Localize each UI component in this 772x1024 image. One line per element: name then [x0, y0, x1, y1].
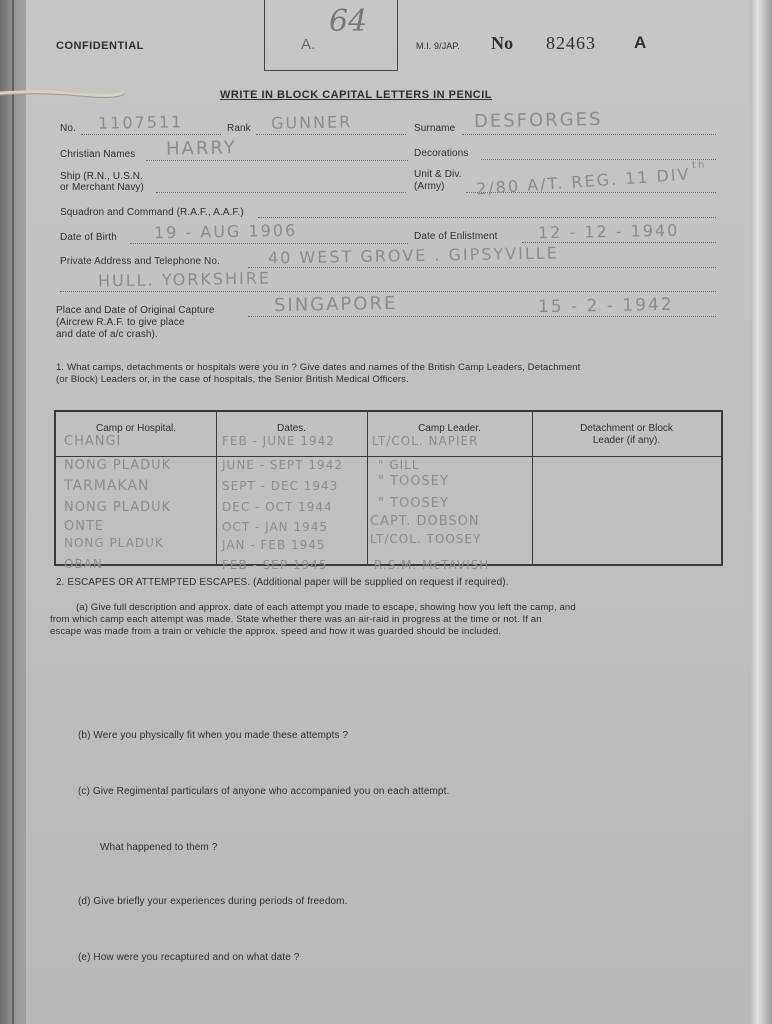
form-page — [26, 0, 752, 1024]
no-rule — [81, 134, 221, 135]
question-2d: (d) Give briefly your experiences during periods of freedom. — [78, 896, 348, 907]
no-value: 1107511 — [97, 112, 184, 133]
unit-superscript: th — [691, 159, 707, 172]
surname-value: DESFORGES — [473, 108, 603, 133]
question-1-line-1: 1. What camps, detachments or hospitals were you in ? Give dates and names of the British Camp Leaders, Detachment — [56, 362, 581, 373]
ship-label-2: or Merchant Navy) — [60, 182, 144, 193]
rank-label: Rank — [227, 123, 251, 134]
christian-names-rule — [146, 160, 408, 161]
binding-string — [0, 88, 125, 98]
address-rule-1 — [248, 267, 716, 268]
row-6-leader: LT/COL. TOOSEY — [370, 532, 482, 546]
table-divider-1 — [216, 412, 217, 564]
row-1-camp: CHANGI — [64, 434, 122, 449]
decorations-label: Decorations — [414, 148, 469, 159]
row-2-leader: " GILL — [378, 458, 420, 472]
row-2-dates: JUNE - SEPT 1942 — [222, 458, 343, 472]
header-detachment-line-2: Leader (if any). — [592, 435, 661, 446]
row-3-dates: SEPT - DEC 1943 — [222, 479, 339, 493]
question-2e: (e) How were you recaptured and on what date ? — [78, 952, 300, 963]
capture-label-1: Place and Date of Original Capture — [56, 305, 215, 316]
rank-value: GUNNER — [270, 112, 353, 133]
ship-label-1: Ship (R.N., U.S.N. — [60, 171, 143, 182]
capture-label-3: and date of a/c crash). — [56, 329, 158, 340]
question-2c: (c) Give Regimental particulars of anyone who accompanied you on each attempt. — [78, 786, 450, 797]
row-5-leader: CAPT. DOBSON — [370, 514, 480, 529]
squadron-label: Squadron and Command (R.A.F., A.A.F.) — [60, 207, 244, 218]
capture-label-2: (Aircrew R.A.F. to give place — [56, 317, 185, 328]
surname-rule — [462, 134, 716, 135]
confidential-label: CONFIDENTIAL — [56, 40, 144, 52]
camps-table — [54, 410, 723, 572]
row-5-dates: OCT - JAN 1945 — [222, 520, 328, 534]
row-1-dates: FEB - JUNE 1942 — [222, 434, 335, 448]
stamp-box-letter: A. — [301, 36, 316, 53]
address-label: Private Address and Telephone No. — [60, 256, 220, 267]
squadron-rule — [258, 217, 716, 218]
row-7-camp: OBAN — [64, 557, 103, 571]
binding-spine — [12, 0, 14, 1024]
row-5-camp: ONTE — [64, 519, 105, 534]
header-camp-leader: Camp Leader. — [418, 423, 481, 434]
page-edge — [750, 0, 772, 1024]
serial-suffix: A — [634, 33, 647, 52]
decorations-rule — [481, 159, 716, 160]
question-2c-followup: What happened to them ? — [100, 842, 218, 853]
capture-date: 15 - 2 - 1942 — [537, 294, 674, 318]
row-7-dates: FEB - SEP 1945 — [222, 558, 328, 572]
serial-number: 82463 — [546, 33, 596, 53]
header-camp: Camp or Hospital. — [95, 423, 177, 434]
stamp-box — [264, 0, 398, 71]
enlistment-value: 12 - 12 - 1940 — [537, 220, 680, 243]
christian-names-value: HARRY — [165, 137, 237, 160]
table-header-rule — [56, 456, 721, 457]
surname-label: Surname — [414, 123, 456, 134]
question-2a-line-1: (a) Give full description and approx. date of each attempt you made to escape, showing how you left the camp, and — [76, 602, 576, 613]
number-symbol: No — [491, 33, 514, 53]
row-6-dates: JAN - FEB 1945 — [222, 538, 326, 552]
rank-rule — [256, 134, 406, 135]
row-7-leader: R.S.M. McTAVISH — [374, 558, 490, 572]
address-value-2: HULL. YORKSHIRE — [97, 268, 272, 291]
question-1-line-2: (or Block) Leaders or, in the case of hospitals, the Senior British Medical Officers. — [56, 374, 409, 385]
capture-place: SINGAPORE — [273, 292, 398, 317]
ship-rule — [156, 192, 406, 193]
row-6-camp: NONG PLADUK — [64, 536, 164, 550]
row-1-leader: LT/COL. NAPIER — [372, 434, 479, 448]
row-3-leader: " TOOSEY — [378, 474, 449, 489]
address-rule-2 — [60, 291, 716, 292]
question-2b: (b) Were you physically fit when you made these attempts ? — [78, 730, 349, 741]
row-3-camp: TARMAKAN — [64, 478, 150, 494]
address-value-1: 40 WEST GROVE . GIPSYVILLE — [267, 243, 559, 268]
christian-names-label: Christian Names — [60, 149, 136, 160]
question-2-title: 2. ESCAPES OR ATTEMPTED ESCAPES. (Additional paper will be supplied on request if required). — [56, 577, 509, 588]
no-label: No. — [60, 123, 76, 134]
unit-value: 2/80 A/T. REG. 11 DIV — [475, 164, 692, 199]
header-dates: Dates. — [277, 423, 306, 434]
dob-rule — [130, 243, 408, 244]
row-4-dates: DEC - OCT 1944 — [222, 500, 333, 514]
stamp-box-number: 64 — [329, 4, 368, 39]
row-4-leader: " TOOSEY — [378, 496, 449, 511]
table-divider-2 — [367, 412, 368, 564]
capture-rule — [248, 316, 716, 317]
question-2a-line-3: escape was made from a train or vehicle the approx. speed and how it was guarded should be included. — [50, 626, 502, 637]
unit-label-2: (Army) — [414, 181, 445, 192]
form-reference: M.I. 9/JAP. — [416, 41, 460, 51]
question-2a-line-2: from which camp each attempt was made. State whether there was an air-raid in progress at the time or not. If an — [50, 614, 542, 625]
row-2-camp: NONG PLADUK — [64, 458, 172, 473]
instruction-heading: WRITE IN BLOCK CAPITAL LETTERS IN PENCIL — [220, 89, 492, 101]
dob-label: Date of Birth — [60, 232, 117, 243]
unit-label-1: Unit & Div. — [414, 169, 462, 180]
row-4-camp: NONG PLADUK — [64, 500, 172, 515]
dob-value: 19 - AUG 1906 — [153, 220, 298, 243]
header-detachment-line-1: Detachment or Block — [580, 423, 673, 434]
enlistment-label: Date of Enlistment — [414, 231, 498, 242]
